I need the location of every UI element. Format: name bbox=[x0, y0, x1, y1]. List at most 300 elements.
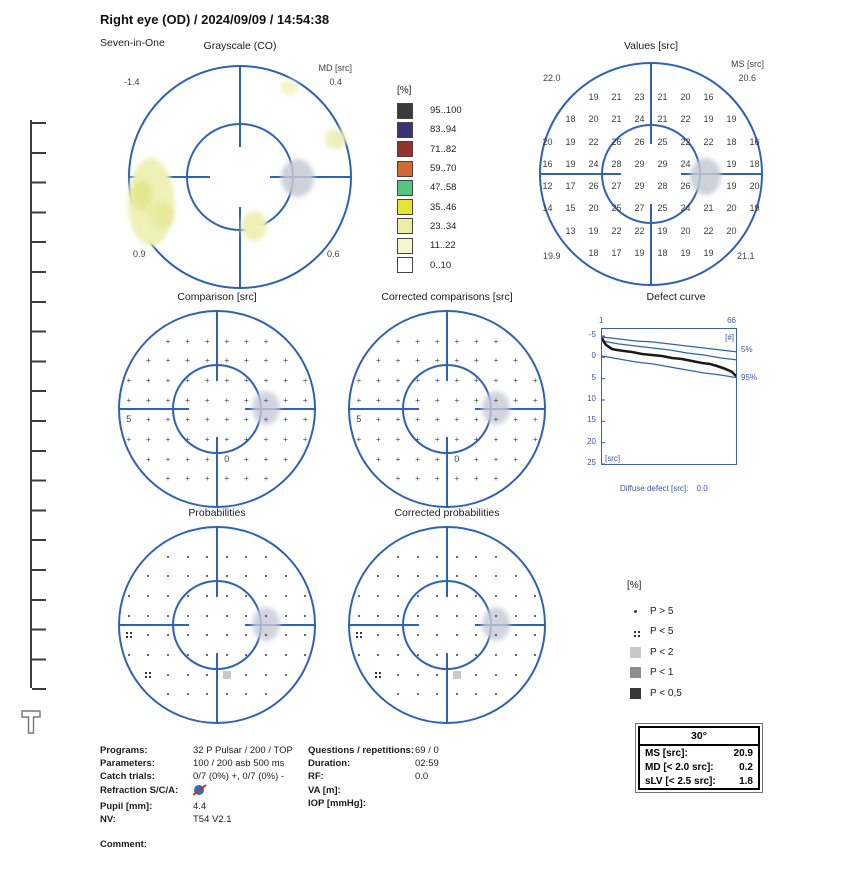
map-cell: 24 bbox=[634, 114, 645, 125]
map-cell: + bbox=[204, 453, 210, 464]
dot-symbol bbox=[226, 615, 228, 617]
map-cell: + bbox=[513, 375, 519, 386]
map-cell: + bbox=[395, 375, 401, 386]
dot-symbol bbox=[475, 556, 477, 558]
map-cell: + bbox=[415, 453, 421, 464]
map-cell bbox=[486, 567, 506, 587]
map-cell: + bbox=[263, 433, 269, 444]
map-cell: 28 bbox=[657, 181, 668, 192]
dot-symbol bbox=[128, 615, 130, 617]
map-cell: 21 bbox=[657, 114, 668, 125]
map-cell bbox=[119, 684, 139, 704]
map-cell bbox=[388, 567, 408, 587]
info-value: 69 / 0 bbox=[415, 745, 439, 756]
map-cell bbox=[427, 645, 447, 665]
map-cell: + bbox=[473, 335, 479, 346]
dot-symbol bbox=[397, 674, 399, 676]
info-value bbox=[415, 784, 439, 797]
map-cell bbox=[217, 547, 237, 567]
grayscale-legend-title: [%] bbox=[397, 85, 412, 96]
map-cell bbox=[197, 665, 217, 685]
map-cell bbox=[139, 331, 159, 351]
map-cell bbox=[178, 547, 198, 567]
dot-symbol bbox=[534, 654, 536, 656]
dot-symbol bbox=[397, 575, 399, 577]
legend-label: 59..70 bbox=[430, 163, 457, 175]
dot-symbol bbox=[456, 575, 458, 577]
map-cell bbox=[158, 645, 178, 665]
map-cell: + bbox=[165, 433, 171, 444]
dot-symbol bbox=[285, 654, 287, 656]
map-cell bbox=[447, 626, 467, 646]
map-cell: + bbox=[375, 433, 381, 444]
map-cell bbox=[295, 684, 315, 704]
map-cell: + bbox=[224, 355, 230, 366]
info-value: 4.4 bbox=[193, 800, 207, 812]
map-cell: + bbox=[375, 355, 381, 366]
map-cell: + bbox=[434, 414, 440, 425]
map-cell: + bbox=[454, 335, 460, 346]
values-quadrant-top-right: 20.6 bbox=[738, 73, 756, 83]
dot-symbol bbox=[285, 615, 287, 617]
map-cell bbox=[349, 665, 369, 685]
map-cell bbox=[197, 586, 217, 606]
map-cell: + bbox=[263, 375, 269, 386]
dot-symbol bbox=[397, 693, 399, 695]
map-cell: + bbox=[283, 355, 289, 366]
map-cell: 19 bbox=[703, 247, 714, 258]
map-cell bbox=[139, 645, 159, 665]
map-cell bbox=[506, 468, 526, 488]
map-cell bbox=[349, 645, 369, 665]
legend-entry bbox=[397, 140, 462, 159]
map-cell bbox=[506, 684, 526, 704]
probability-square-symbol bbox=[627, 667, 643, 678]
map-cell: + bbox=[434, 355, 440, 366]
dot-symbol bbox=[226, 556, 228, 558]
dot-symbol bbox=[475, 634, 477, 636]
map-cell: 21 bbox=[657, 92, 668, 103]
dot-symbol bbox=[495, 674, 497, 676]
info-value: T54 V2.1 bbox=[193, 814, 232, 826]
map-cell: + bbox=[454, 414, 460, 425]
map-cell bbox=[525, 331, 545, 351]
map-cell bbox=[525, 449, 545, 469]
dot-symbol bbox=[456, 654, 458, 656]
map-cell bbox=[408, 684, 428, 704]
map-cell bbox=[349, 468, 369, 488]
map-cell bbox=[743, 220, 766, 242]
map-cell: + bbox=[532, 433, 538, 444]
probability-square-symbol bbox=[627, 688, 643, 699]
dot-symbol bbox=[417, 575, 419, 577]
map-cell bbox=[467, 645, 487, 665]
four-dot-symbol bbox=[126, 632, 128, 634]
map-cell: + bbox=[204, 335, 210, 346]
dot-symbol bbox=[187, 654, 189, 656]
map-cell: 22 bbox=[634, 225, 645, 236]
legend-entry bbox=[397, 236, 462, 255]
map-cell: 16 bbox=[749, 136, 760, 147]
dot-symbol bbox=[436, 615, 438, 617]
dot-symbol bbox=[265, 615, 267, 617]
map-cell: + bbox=[204, 414, 210, 425]
dot-symbol bbox=[167, 595, 169, 597]
dot-symbol bbox=[167, 575, 169, 577]
map-cell: 19 bbox=[680, 247, 691, 258]
map-cell: + bbox=[415, 335, 421, 346]
map-cell bbox=[237, 606, 257, 626]
map-cell: + bbox=[493, 394, 499, 405]
map-cell bbox=[256, 567, 276, 587]
map-cell: + bbox=[395, 394, 401, 405]
values-quadrant-bottom-left: 19.9 bbox=[543, 251, 561, 261]
summary-value: 0.2 bbox=[739, 761, 753, 773]
map-cell bbox=[119, 567, 139, 587]
values-title: Values [src] bbox=[623, 40, 679, 52]
map-cell: + bbox=[165, 414, 171, 425]
map-cell: + bbox=[454, 355, 460, 366]
map-cell: 19 bbox=[703, 114, 714, 125]
map-cell: + bbox=[243, 453, 249, 464]
values-grid bbox=[536, 86, 766, 264]
map-cell bbox=[178, 606, 198, 626]
grayscale-defect-patch bbox=[241, 211, 267, 241]
defect-curve-y-label: 0 bbox=[591, 351, 596, 361]
map-cell bbox=[743, 86, 766, 108]
map-cell bbox=[197, 684, 217, 704]
map-cell bbox=[256, 665, 276, 685]
info-value: 0.0 bbox=[415, 771, 429, 783]
dot-symbol bbox=[456, 615, 458, 617]
dot-symbol bbox=[206, 556, 208, 558]
map-cell: + bbox=[395, 433, 401, 444]
map-cell bbox=[369, 547, 389, 567]
defect-curve-p95-label: 95% bbox=[741, 373, 758, 382]
map-cell: 18 bbox=[749, 158, 760, 169]
grayscale-quadrant-top-left: -1.4 bbox=[124, 77, 140, 87]
info-value bbox=[193, 784, 293, 800]
map-cell: + bbox=[493, 414, 499, 425]
probabilities-title: Probabilities bbox=[188, 507, 246, 519]
dot-symbol bbox=[167, 556, 169, 558]
map-cell: + bbox=[204, 375, 210, 386]
info-label: Programs: bbox=[100, 745, 148, 756]
map-cell bbox=[237, 665, 257, 685]
dot-symbol bbox=[436, 693, 438, 695]
map-cell: + bbox=[473, 453, 479, 464]
map-cell bbox=[119, 586, 139, 606]
map-cell: 18 bbox=[588, 247, 599, 258]
dot-symbol bbox=[206, 654, 208, 656]
map-cell bbox=[178, 645, 198, 665]
dot-symbol bbox=[265, 674, 267, 676]
map-cell: + bbox=[185, 473, 191, 484]
map-cell bbox=[139, 626, 159, 646]
dot-symbol bbox=[147, 595, 149, 597]
corrected-comparison-grid bbox=[349, 331, 545, 488]
map-cell bbox=[447, 684, 467, 704]
map-cell bbox=[237, 626, 257, 646]
info-label: NV: bbox=[100, 814, 116, 826]
dot-symbol bbox=[265, 595, 267, 597]
p2-square-symbol bbox=[223, 671, 231, 679]
map-cell: 22 bbox=[703, 136, 714, 147]
grayscale-legend bbox=[397, 85, 462, 275]
map-cell bbox=[295, 665, 315, 685]
defect-curve-y-label: -5 bbox=[588, 330, 596, 339]
probability-legend-title: [%] bbox=[627, 580, 642, 591]
map-cell bbox=[697, 153, 720, 175]
map-cell: + bbox=[243, 414, 249, 425]
dot-symbol bbox=[206, 595, 208, 597]
map-cell: 19 bbox=[726, 181, 737, 192]
map-cell: 17 bbox=[611, 247, 622, 258]
values-unit-label: MS [src] bbox=[731, 59, 764, 69]
map-cell: 15 bbox=[565, 203, 576, 214]
dot-symbol bbox=[304, 615, 306, 617]
map-cell bbox=[139, 547, 159, 567]
map-cell bbox=[295, 586, 315, 606]
dot-symbol bbox=[417, 693, 419, 695]
legend-color-swatch bbox=[397, 238, 413, 254]
dot-symbol bbox=[304, 654, 306, 656]
map-cell: + bbox=[454, 394, 460, 405]
legend-entry bbox=[627, 663, 682, 684]
diffuse-defect-row bbox=[620, 484, 708, 493]
dot-symbol bbox=[377, 575, 379, 577]
map-cell: + bbox=[263, 473, 269, 484]
map-cell: 20 bbox=[726, 225, 737, 236]
map-cell bbox=[506, 626, 526, 646]
dot-symbol bbox=[436, 575, 438, 577]
map-cell: 21 bbox=[703, 203, 714, 214]
dot-symbol bbox=[495, 634, 497, 636]
map-cell bbox=[388, 665, 408, 685]
map-cell bbox=[158, 567, 178, 587]
map-cell bbox=[388, 645, 408, 665]
map-cell bbox=[697, 175, 720, 197]
dot-symbol bbox=[515, 674, 517, 676]
map-cell: + bbox=[493, 473, 499, 484]
axis-line-top bbox=[239, 65, 241, 147]
map-cell: + bbox=[454, 473, 460, 484]
map-cell: + bbox=[375, 414, 381, 425]
dot-symbol bbox=[245, 674, 247, 676]
legend-color-swatch bbox=[397, 218, 413, 234]
dot-symbol bbox=[417, 674, 419, 676]
map-cell: 26 bbox=[588, 181, 599, 192]
map-cell: + bbox=[493, 355, 499, 366]
map-cell bbox=[276, 586, 296, 606]
info-value: 0/7 (0%) +, 0/7 (0%) - bbox=[193, 771, 285, 783]
dot-symbol bbox=[456, 595, 458, 597]
map-cell: + bbox=[395, 473, 401, 484]
map-cell: + bbox=[145, 414, 151, 425]
map-cell bbox=[237, 684, 257, 704]
dot-symbol bbox=[187, 615, 189, 617]
map-cell: + bbox=[224, 335, 230, 346]
map-cell bbox=[536, 220, 559, 242]
map-cell: + bbox=[493, 335, 499, 346]
map-cell bbox=[139, 665, 159, 685]
map-cell: + bbox=[513, 394, 519, 405]
map-cell: 22 bbox=[611, 225, 622, 236]
summary-row bbox=[640, 760, 758, 774]
map-cell: + bbox=[434, 433, 440, 444]
dot-symbol bbox=[206, 674, 208, 676]
dot-symbol bbox=[534, 595, 536, 597]
map-cell: + bbox=[513, 453, 519, 464]
map-cell: + bbox=[263, 355, 269, 366]
dot-symbol bbox=[147, 654, 149, 656]
map-cell: 14 bbox=[542, 203, 553, 214]
map-cell bbox=[158, 665, 178, 685]
map-cell bbox=[525, 586, 545, 606]
exam-info-left bbox=[100, 744, 293, 826]
dot-symbol bbox=[377, 595, 379, 597]
map-cell: 19 bbox=[726, 158, 737, 169]
map-cell bbox=[276, 567, 296, 587]
map-cell bbox=[525, 547, 545, 567]
map-cell: + bbox=[513, 355, 519, 366]
grayscale-defect-patch bbox=[281, 80, 298, 95]
map-cell bbox=[276, 331, 296, 351]
defect-curve-y-label: 20 bbox=[587, 436, 596, 446]
dot-symbol bbox=[436, 634, 438, 636]
map-cell: 5 bbox=[356, 414, 362, 425]
map-cell bbox=[349, 606, 369, 626]
map-cell bbox=[525, 567, 545, 587]
dot-symbol bbox=[436, 674, 438, 676]
dot-symbol bbox=[475, 674, 477, 676]
dot-symbol bbox=[245, 556, 247, 558]
map-cell bbox=[743, 108, 766, 130]
map-cell: 25 bbox=[657, 136, 668, 147]
map-cell bbox=[427, 606, 447, 626]
map-cell: + bbox=[145, 453, 151, 464]
dot-symbol bbox=[304, 634, 306, 636]
map-cell bbox=[119, 665, 139, 685]
map-cell: + bbox=[145, 433, 151, 444]
map-cell: + bbox=[415, 375, 421, 386]
map-cell bbox=[237, 547, 257, 567]
legend-entry bbox=[627, 683, 682, 704]
dot-symbol bbox=[456, 556, 458, 558]
map-cell bbox=[369, 468, 389, 488]
map-cell bbox=[295, 645, 315, 665]
map-cell: 17 bbox=[565, 181, 576, 192]
map-cell bbox=[486, 626, 506, 646]
dot-symbol bbox=[515, 654, 517, 656]
grayscale-defect-patch bbox=[325, 129, 346, 149]
dot-symbol bbox=[475, 575, 477, 577]
map-cell: 18 bbox=[657, 247, 668, 258]
map-cell bbox=[178, 567, 198, 587]
map-cell: + bbox=[224, 433, 230, 444]
map-cell bbox=[119, 606, 139, 626]
defect-curve-plot bbox=[601, 328, 737, 465]
map-cell bbox=[237, 645, 257, 665]
map-cell: 20 bbox=[680, 92, 691, 103]
map-cell: 26 bbox=[611, 136, 622, 147]
defect-curve-title: Defect curve bbox=[646, 291, 706, 303]
legend-entry bbox=[627, 601, 682, 622]
four-dot-symbol bbox=[627, 631, 643, 633]
map-cell bbox=[139, 684, 159, 704]
map-cell: 12 bbox=[542, 181, 553, 192]
legend-label: 23..34 bbox=[430, 220, 457, 232]
map-cell bbox=[467, 626, 487, 646]
dot-symbol bbox=[475, 595, 477, 597]
dot-symbol bbox=[436, 595, 438, 597]
map-cell: + bbox=[375, 453, 381, 464]
dot-symbol bbox=[226, 595, 228, 597]
summary-value: 20.9 bbox=[733, 747, 753, 759]
dot-symbol bbox=[397, 654, 399, 656]
map-cell: 22 bbox=[680, 114, 691, 125]
map-cell bbox=[119, 351, 139, 371]
dot-symbol bbox=[187, 595, 189, 597]
map-cell: + bbox=[415, 433, 421, 444]
legend-color-swatch bbox=[397, 199, 413, 215]
map-cell bbox=[217, 684, 237, 704]
dot-symbol bbox=[495, 556, 497, 558]
map-cell: + bbox=[473, 473, 479, 484]
map-cell: + bbox=[302, 394, 308, 405]
grayscale-legend-rows bbox=[397, 101, 462, 275]
map-cell: + bbox=[302, 375, 308, 386]
map-cell: + bbox=[204, 433, 210, 444]
dot-symbol bbox=[265, 556, 267, 558]
map-cell bbox=[525, 351, 545, 371]
map-cell: + bbox=[473, 394, 479, 405]
map-cell: + bbox=[224, 394, 230, 405]
map-cell: + bbox=[165, 453, 171, 464]
four-dot-symbol bbox=[356, 632, 358, 634]
defect-curve-p5-label: 5% bbox=[741, 345, 753, 354]
summary-row bbox=[640, 746, 758, 760]
map-cell: + bbox=[493, 375, 499, 386]
probability-legend-rows bbox=[627, 601, 682, 704]
legend-color-swatch bbox=[397, 257, 413, 273]
map-cell bbox=[139, 606, 159, 626]
map-cell bbox=[388, 626, 408, 646]
dot-symbol bbox=[226, 634, 228, 636]
dot-symbol bbox=[245, 615, 247, 617]
map-cell: 20 bbox=[588, 203, 599, 214]
map-cell: 29 bbox=[634, 181, 645, 192]
legend-label: 95..100 bbox=[430, 105, 462, 117]
map-cell bbox=[197, 606, 217, 626]
map-cell: + bbox=[126, 375, 132, 386]
map-cell: + bbox=[473, 355, 479, 366]
map-cell: 18 bbox=[565, 114, 576, 125]
map-cell bbox=[349, 351, 369, 371]
map-cell: 0 bbox=[224, 453, 230, 464]
dot-symbol bbox=[515, 615, 517, 617]
map-cell bbox=[256, 606, 276, 626]
map-cell: 13 bbox=[565, 225, 576, 236]
map-cell bbox=[217, 606, 237, 626]
map-cell bbox=[447, 665, 467, 685]
corrected-probabilities-title: Corrected probabilities bbox=[394, 507, 500, 519]
map-cell bbox=[506, 331, 526, 351]
defect-curve-unit-axis: [src] bbox=[605, 454, 621, 463]
dot-symbol bbox=[495, 575, 497, 577]
map-cell bbox=[158, 547, 178, 567]
dot-symbol bbox=[377, 654, 379, 656]
